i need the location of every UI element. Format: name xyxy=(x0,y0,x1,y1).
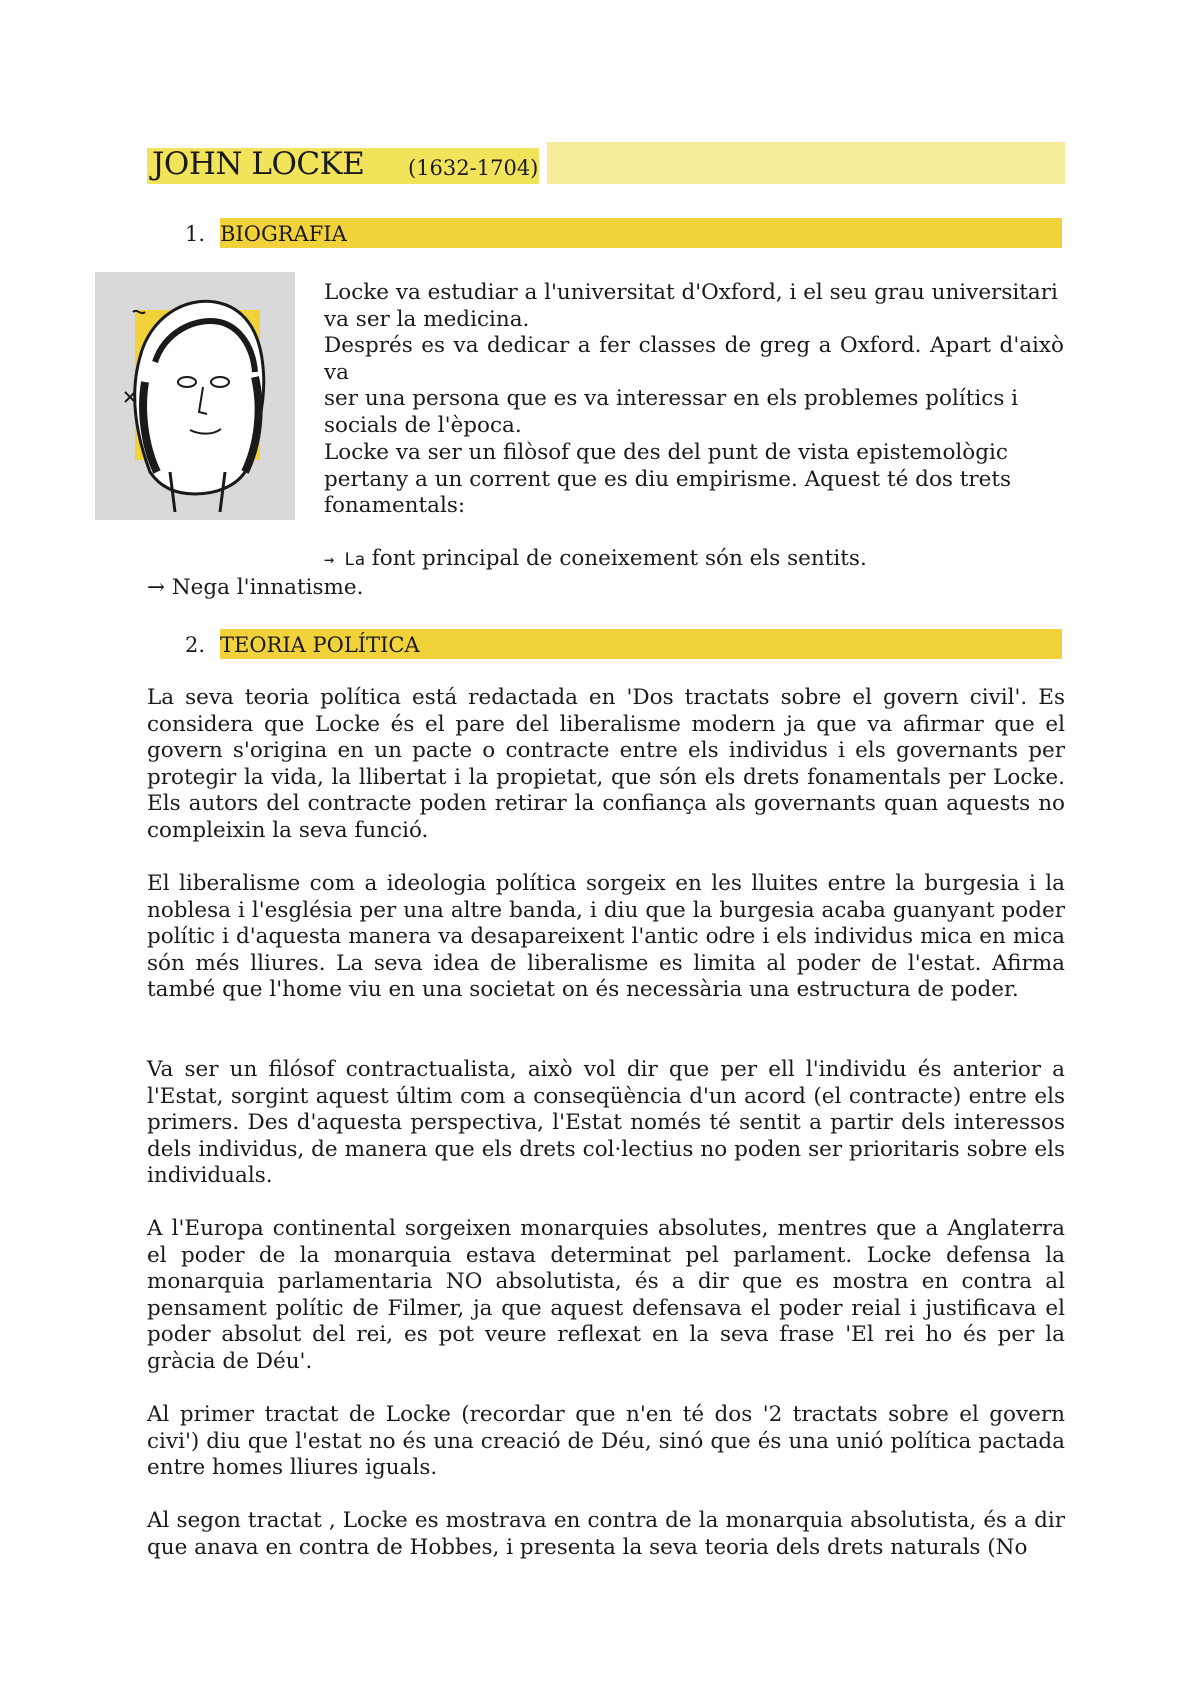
bullet-text: font principal de coneixement són els sentits. xyxy=(371,546,867,571)
title-highlight-right xyxy=(547,142,1065,184)
para-line: Locke va ser un filòsof que des del punt de vista epistemològic xyxy=(324,440,1008,465)
document-title: JOHN LOCKE xyxy=(152,146,365,182)
section-heading-teoria-politica xyxy=(185,629,420,661)
intro-line: ser una persona que es va interessar en els problemes polítics i xyxy=(324,386,1019,411)
para-line: pertany a un corrent que es diu empirisme. Aquest té dos trets xyxy=(324,466,1012,492)
teoria-paragraph-4: A l'Europa continental sorgeixen monarquies absolutes, mentres que a Anglaterra el poder de la monarquia estava determinat pel parlament. Locke defensa la monarquia parlamentaria NO absolutista, és a dir que es mostra en contra al pensament polític de Filmer, ja que aquest defensava el poder reial i justificava el poder absolut del rei, es pot veure reflexat en la seva frase 'El rei ho és per la gràcia de Déu'. xyxy=(147,1216,1065,1374)
intro-line: Locke va estudiar a l'universitat d'Oxford, i el seu grau universitari xyxy=(324,280,1058,305)
section-title: TEORIA POLÍTICA xyxy=(220,633,420,657)
intro-line: va ser la medicina. xyxy=(324,306,530,332)
intro-line: Després es va dedicar a fer classes de greg a Oxford. Apart d'això va xyxy=(324,333,1064,385)
locke-portrait-image xyxy=(95,272,295,520)
teoria-paragraph-1: La seva teoria política está redactada en 'Dos tractats sobre el govern civil'. Es considera que Locke és el pare del liberalisme modern ja que va afirmar que el govern s'origina en un pacte o contracte entre els individus i els governants per protegir la vida, la llibertat i la propietat, que són els drets fonamentals per Locke. Els autors del contracte poden retirar la confiança als governants quan aquests no compleixin la seva funció. xyxy=(147,685,1065,843)
intro-line: socials de l'època. xyxy=(324,412,522,438)
teoria-paragraph-2: El liberalisme com a ideologia política sorgeix en les lluites entre la burgesia i la noblesa i l'església per una altre banda, i diu que la burgesia acaba guanyant poder polític i d'aquesta manera va desapareixent l'antic odre i els individus mica en mica són més lliures. La seva idea de liberalisme es limita al poder de l'estat. Afirma també que l'home viu en una societat on és necessària una estructura de poder. xyxy=(147,871,1065,1002)
teoria-paragraph-3: Va ser un filósof contractualista, això vol dir que per ell l'individu és anterior a l'Estat, sorgint aquest últim com a conseqüència d'un acord (el contracte) entre els primers. Des d'aquesta perspectiva, l'Estat només té sentit a partir dels interessos dels individus, de manera que els drets col·lectius no poden ser prioritaris sobre els individuals. xyxy=(147,1057,1065,1188)
biografia-intro xyxy=(324,280,1064,439)
teoria-paragraph-6: Al segon tractat , Locke es mostrava en contra de la monarquia absolutista, és a dir que anava en contra de Hobbes, i presenta la seva teoria dels drets naturals (No xyxy=(147,1508,1065,1560)
section-title: BIOGRAFIA xyxy=(220,222,347,246)
bullet-item-2: → Nega l'innatisme. xyxy=(147,575,364,600)
section-number: 1. xyxy=(185,222,206,246)
document-dates: (1632-1704) xyxy=(408,156,539,180)
section-number: 2. xyxy=(185,633,206,657)
bullet-item-1 xyxy=(324,546,867,574)
para-line: fonamentals: xyxy=(324,493,466,518)
bullet-prefix: → La xyxy=(324,550,365,570)
biografia-paragraph-2 xyxy=(324,440,1064,520)
teoria-paragraph-5: Al primer tractat de Locke (recordar que n'en té dos '2 tractats sobre el govern civi') diu que l'estat no és una creació de Déu, sinó que és una unió política pactada entre homes lliures iguals. xyxy=(147,1402,1065,1480)
section-heading-biografia xyxy=(185,218,347,250)
portrait-illustration xyxy=(95,272,295,520)
